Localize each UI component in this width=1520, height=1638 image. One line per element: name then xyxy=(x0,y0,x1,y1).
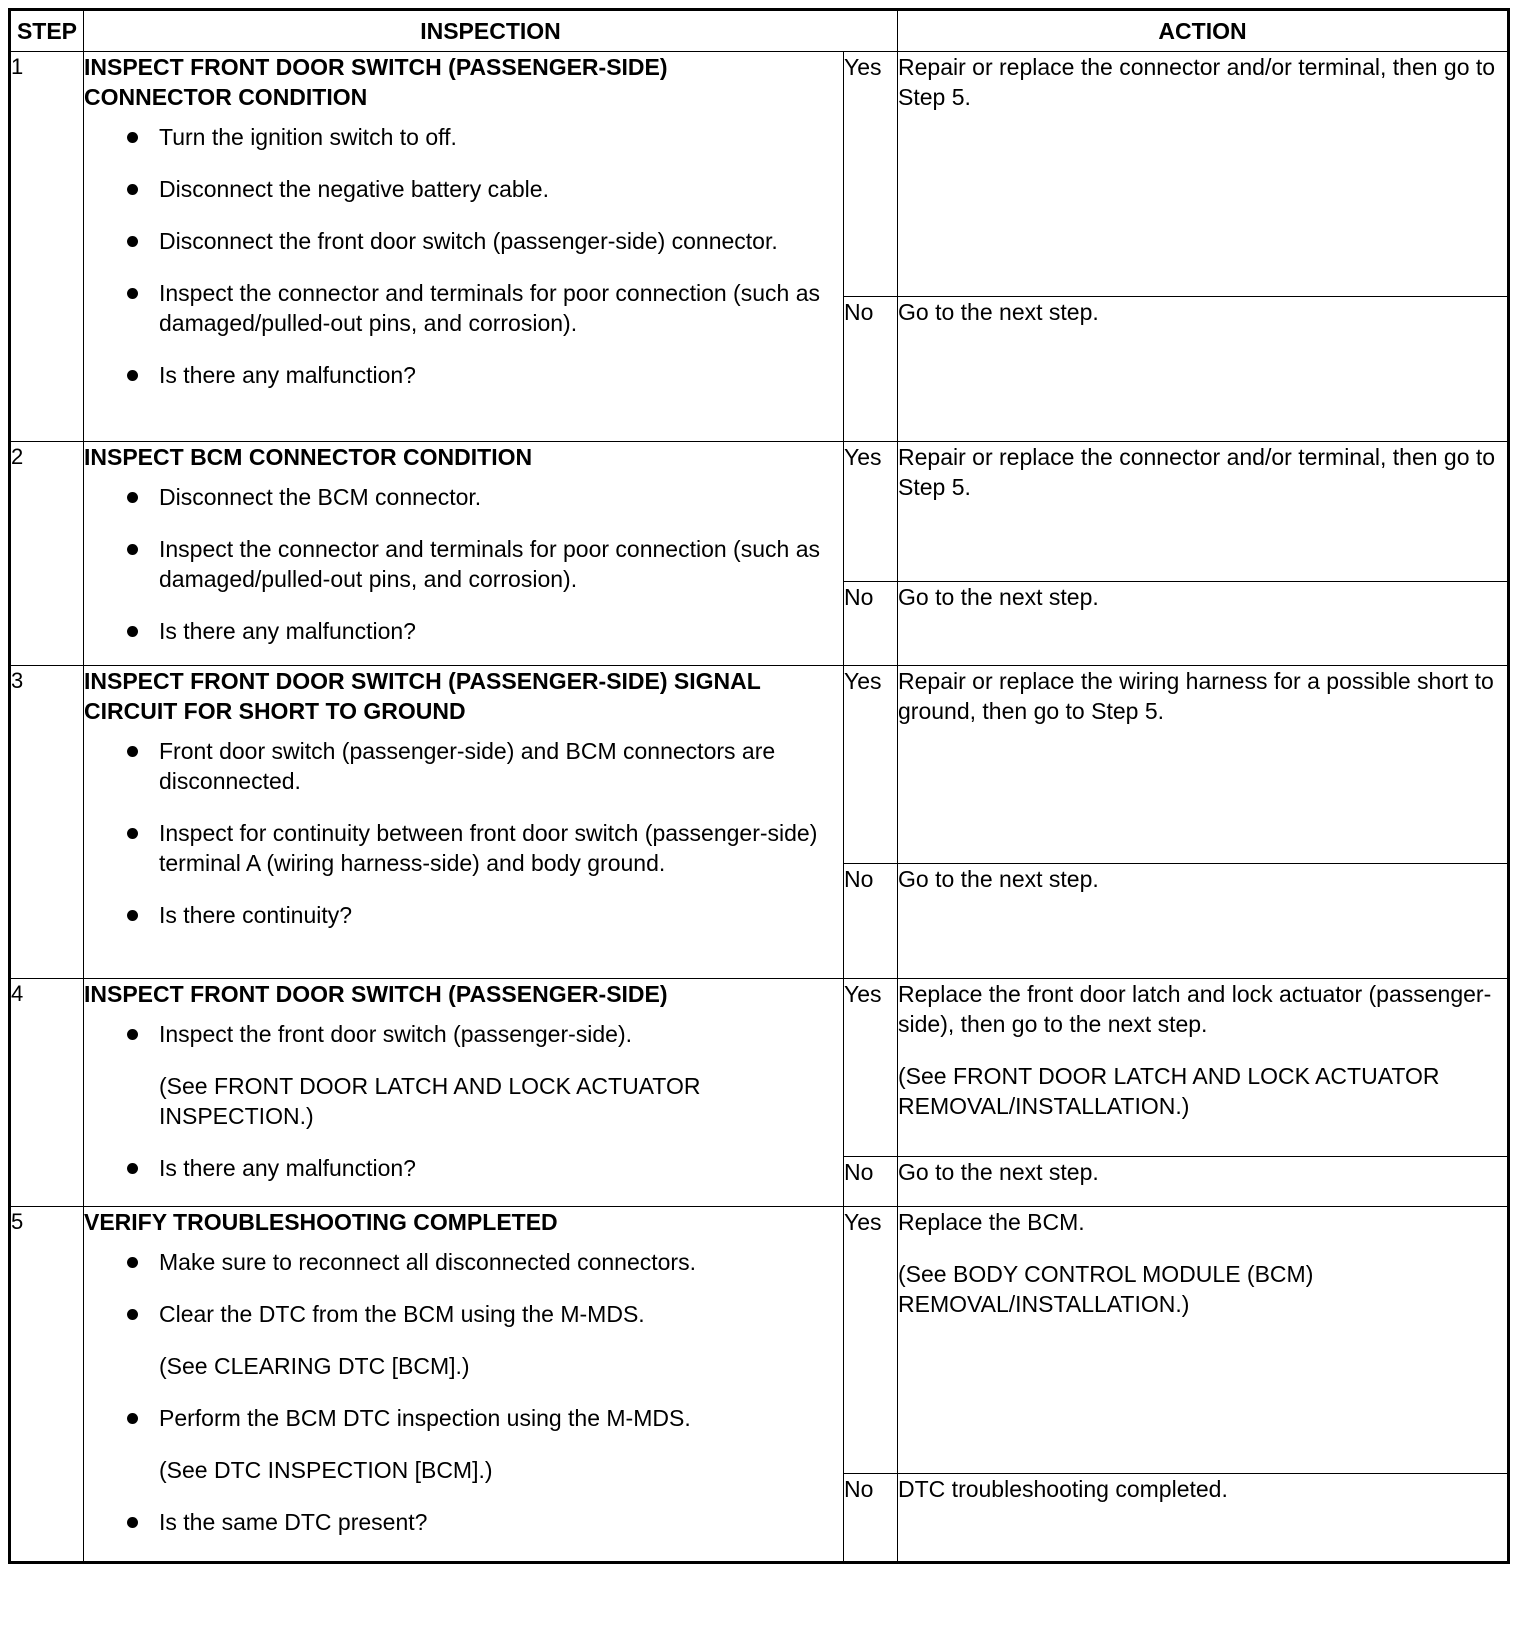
yes-action xyxy=(898,979,1509,1157)
bullet-text: (See FRONT DOOR LATCH AND LOCK ACTUATOR INSPECTION.) xyxy=(159,1073,701,1129)
no-action xyxy=(898,864,1509,979)
bullet-icon xyxy=(127,184,138,195)
inspection-title-line: CONNECTOR CONDITION xyxy=(84,84,368,110)
bullet-icon xyxy=(127,492,138,503)
header-row xyxy=(10,10,1509,52)
inspection-cell xyxy=(84,979,844,1207)
bullet-icon xyxy=(127,1517,138,1528)
inspection-bullet xyxy=(84,122,843,152)
step-header: STEP xyxy=(10,10,84,52)
bullet-text: Is there any malfunction? xyxy=(159,618,416,644)
action-text: Replace the front door latch and lock actuator (passenger-side), then go to the next step. xyxy=(898,981,1492,1037)
inspection-bullet xyxy=(84,1403,843,1433)
yes-label: Yes xyxy=(844,666,898,864)
inspection-bullet xyxy=(84,1299,843,1329)
no-action xyxy=(898,1157,1509,1207)
action-text: Repair or replace the wiring harness for a possible short to ground, then go to Step 5. xyxy=(898,668,1494,724)
inspection-title-line: INSPECT FRONT DOOR SWITCH (PASSENGER-SIDE) xyxy=(84,981,668,1007)
bullet-text: Is the same DTC present? xyxy=(159,1509,428,1535)
inspection-bullet xyxy=(84,278,843,338)
inspection-title-line: CIRCUIT FOR SHORT TO GROUND xyxy=(84,698,466,724)
bullet-icon xyxy=(127,370,138,381)
no-label: No xyxy=(844,297,898,442)
yes-action xyxy=(898,1207,1509,1474)
bullet-text: Front door switch (passenger-side) and BCM connectors are disconnected. xyxy=(159,738,776,794)
inspection-bullet xyxy=(84,900,843,930)
step-number: 4 xyxy=(10,979,84,1207)
inspection-bullet xyxy=(84,1153,843,1183)
step-number: 2 xyxy=(10,442,84,666)
action-text: Go to the next step. xyxy=(898,299,1099,325)
bullet-text: Inspect the front door switch (passenger-side). xyxy=(159,1021,633,1047)
inspection-list xyxy=(84,482,843,646)
inspection-cell xyxy=(84,442,844,666)
action-text: Go to the next step. xyxy=(898,584,1099,610)
bullet-icon xyxy=(127,1309,138,1320)
action-text: (See FRONT DOOR LATCH AND LOCK ACTUATOR REMOVAL/INSTALLATION.) xyxy=(898,1063,1440,1119)
step-row-2-yes xyxy=(10,442,1509,582)
table-body xyxy=(10,52,1509,1563)
inspection-title xyxy=(84,979,843,1009)
bullet-text: (See CLEARING DTC [BCM].) xyxy=(159,1353,470,1379)
action-text: Go to the next step. xyxy=(898,866,1099,892)
bullet-text: Perform the BCM DTC inspection using the M-MDS. xyxy=(159,1405,691,1431)
action-text: Replace the BCM. xyxy=(898,1209,1085,1235)
action-text: (See BODY CONTROL MODULE (BCM) REMOVAL/INSTALLATION.) xyxy=(898,1261,1314,1317)
step-row-4-yes xyxy=(10,979,1509,1157)
step-row-5-yes xyxy=(10,1207,1509,1474)
bullet-icon xyxy=(127,236,138,247)
inspection-bullet xyxy=(84,736,843,796)
bullet-text: Disconnect the front door switch (passenger-side) connector. xyxy=(159,228,778,254)
yes-action xyxy=(898,442,1509,582)
bullet-text: Disconnect the BCM connector. xyxy=(159,484,482,510)
bullet-icon xyxy=(127,626,138,637)
bullet-icon xyxy=(127,288,138,299)
inspection-title xyxy=(84,52,843,112)
inspection-title-line: INSPECT FRONT DOOR SWITCH (PASSENGER-SIDE) xyxy=(84,54,668,80)
bullet-text: Inspect the connector and terminals for poor connection (such as damaged/pulled-out pins, and corrosion). xyxy=(159,536,820,592)
action-header: ACTION xyxy=(898,10,1509,52)
inspection-cell xyxy=(84,1207,844,1563)
inspection-title xyxy=(84,666,843,726)
bullet-icon xyxy=(127,544,138,555)
bullet-text: Disconnect the negative battery cable. xyxy=(159,176,549,202)
step-number: 1 xyxy=(10,52,84,442)
step-row-3-yes xyxy=(10,666,1509,864)
inspection-title-line: INSPECT BCM CONNECTOR CONDITION xyxy=(84,444,533,470)
no-action xyxy=(898,582,1509,666)
bullet-text: Turn the ignition switch to off. xyxy=(159,124,457,150)
bullet-icon xyxy=(127,828,138,839)
no-label: No xyxy=(844,1157,898,1207)
bullet-text: Is there any malfunction? xyxy=(159,1155,416,1181)
bullet-text: Clear the DTC from the BCM using the M-MDS. xyxy=(159,1301,645,1327)
inspection-bullet xyxy=(84,174,843,204)
action-text: DTC troubleshooting completed. xyxy=(898,1476,1228,1502)
bullet-icon xyxy=(127,132,138,143)
bullet-icon xyxy=(127,910,138,921)
yes-label: Yes xyxy=(844,52,898,297)
bullet-icon xyxy=(127,746,138,757)
bullet-text: Inspect for continuity between front door switch (passenger-side) terminal A (wiring harness-side) and body ground. xyxy=(159,820,818,876)
inspection-list xyxy=(84,122,843,390)
yes-label: Yes xyxy=(844,1207,898,1474)
action-text: Repair or replace the connector and/or terminal, then go to Step 5. xyxy=(898,444,1496,500)
bullet-icon xyxy=(127,1163,138,1174)
inspection-bullet xyxy=(84,226,843,256)
no-label: No xyxy=(844,864,898,979)
bullet-text: Is there any malfunction? xyxy=(159,362,416,388)
yes-action xyxy=(898,52,1509,297)
yes-action xyxy=(898,666,1509,864)
inspection-title-line: VERIFY TROUBLESHOOTING COMPLETED xyxy=(84,1209,558,1235)
inspection-title-line: INSPECT FRONT DOOR SWITCH (PASSENGER-SIDE) SIGNAL xyxy=(84,668,761,694)
action-text: Go to the next step. xyxy=(898,1159,1099,1185)
inspection-list xyxy=(84,1019,843,1183)
no-action xyxy=(898,1474,1509,1563)
reference-note xyxy=(84,1455,843,1485)
bullet-text: (See DTC INSPECTION [BCM].) xyxy=(159,1457,493,1483)
bullet-icon xyxy=(127,1257,138,1268)
inspection-bullet xyxy=(84,360,843,390)
inspection-bullet xyxy=(84,1019,843,1049)
inspection-bullet xyxy=(84,818,843,878)
bullet-text: Make sure to reconnect all disconnected connectors. xyxy=(159,1249,696,1275)
inspection-bullet xyxy=(84,1507,843,1537)
troubleshooting-table xyxy=(8,8,1510,1564)
no-label: No xyxy=(844,582,898,666)
step-number: 3 xyxy=(10,666,84,979)
no-label: No xyxy=(844,1474,898,1563)
inspection-list xyxy=(84,736,843,930)
inspection-cell xyxy=(84,52,844,442)
inspection-bullet xyxy=(84,616,843,646)
inspection-header: INSPECTION xyxy=(84,10,898,52)
reference-note xyxy=(84,1351,843,1381)
reference-note xyxy=(84,1071,843,1131)
bullet-icon xyxy=(127,1029,138,1040)
inspection-bullet xyxy=(84,534,843,594)
inspection-title xyxy=(84,442,843,472)
no-action xyxy=(898,297,1509,442)
action-text: Repair or replace the connector and/or terminal, then go to Step 5. xyxy=(898,54,1496,110)
yes-label: Yes xyxy=(844,442,898,582)
step-number: 5 xyxy=(10,1207,84,1563)
inspection-title xyxy=(84,1207,843,1237)
bullet-icon xyxy=(127,1413,138,1424)
inspection-list xyxy=(84,1247,843,1537)
step-row-1-yes xyxy=(10,52,1509,297)
yes-label: Yes xyxy=(844,979,898,1157)
bullet-text: Is there continuity? xyxy=(159,902,353,928)
inspection-bullet xyxy=(84,482,843,512)
inspection-bullet xyxy=(84,1247,843,1277)
inspection-cell xyxy=(84,666,844,979)
bullet-text: Inspect the connector and terminals for poor connection (such as damaged/pulled-out pins, and corrosion). xyxy=(159,280,820,336)
